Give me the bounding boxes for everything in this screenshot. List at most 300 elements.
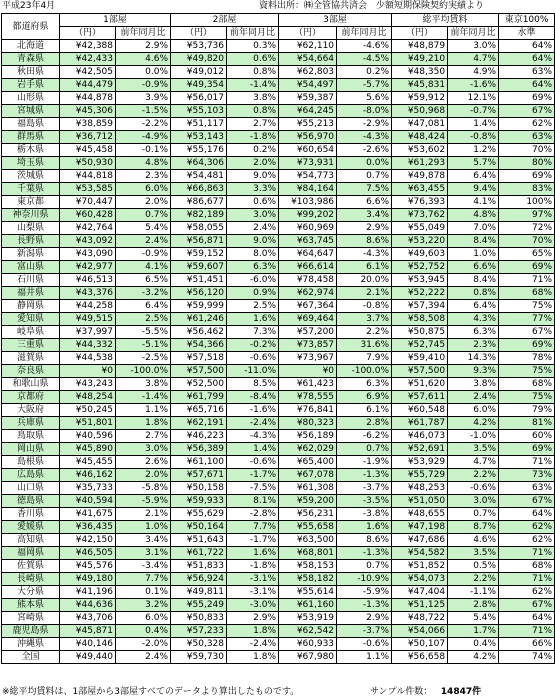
value-cell: ¥48,350 — [392, 66, 448, 79]
value-cell: 68% — [499, 287, 555, 300]
value-cell: 0.0% — [337, 157, 392, 170]
value-cell: -1.3% — [337, 469, 392, 482]
value-cell: ¥51,117 — [171, 118, 227, 131]
value-cell: ¥52,500 — [171, 378, 227, 391]
value-cell: 74% — [499, 651, 555, 664]
table-row — [2, 469, 555, 482]
prefecture-cell: 佐賀県 — [2, 560, 60, 573]
value-cell: 73% — [499, 469, 555, 482]
national-row — [2, 651, 555, 664]
value-cell: 2.7% — [116, 430, 171, 443]
value-cell: ¥53,143 — [171, 131, 227, 144]
value-cell: 0.7% — [337, 560, 392, 573]
value-cell: ¥78,458 — [279, 274, 337, 287]
value-cell: 3.5% — [448, 547, 499, 560]
footnote: ※総平均賃料は、1部屋から3部屋すべてのデータより算出したものです。 — [2, 687, 300, 697]
value-cell: 4.1% — [448, 196, 499, 209]
value-cell: -3.1% — [227, 573, 279, 586]
value-cell: ¥42,433 — [60, 53, 116, 66]
value-cell: ¥66,863 — [171, 183, 227, 196]
value-cell: ¥53,736 — [171, 40, 227, 53]
value-cell: ¥54,366 — [171, 339, 227, 352]
prefecture-cell: 鹿児島県 — [2, 625, 60, 638]
header-row-groups — [2, 14, 555, 27]
value-cell: ¥49,515 — [60, 313, 116, 326]
value-cell: 6.6% — [337, 196, 392, 209]
value-cell: ¥46,073 — [392, 430, 448, 443]
table-row — [2, 482, 555, 495]
value-cell: ¥52,752 — [392, 261, 448, 274]
value-cell: ¥56,120 — [171, 287, 227, 300]
value-cell: ¥44,878 — [60, 92, 116, 105]
value-cell: -3.0% — [227, 599, 279, 612]
table-row — [2, 40, 555, 53]
value-cell: ¥42,977 — [60, 261, 116, 274]
prefecture-cell: 愛媛県 — [2, 521, 60, 534]
value-cell: -5.1% — [116, 339, 171, 352]
value-cell: ¥73,762 — [392, 209, 448, 222]
value-cell: ¥59,200 — [279, 495, 337, 508]
value-cell: 7.7% — [227, 521, 279, 534]
value-cell: 3.0% — [227, 209, 279, 222]
value-cell: ¥55,103 — [171, 105, 227, 118]
prefecture-cell: 山形県 — [2, 92, 60, 105]
value-cell: 8.7% — [448, 521, 499, 534]
prefecture-cell: 千葉県 — [2, 183, 60, 196]
value-cell: 63% — [499, 66, 555, 79]
value-cell: -2.4% — [227, 638, 279, 651]
prefecture-cell: 愛知県 — [2, 313, 60, 326]
value-cell: 63% — [499, 131, 555, 144]
value-cell: 9.0% — [227, 170, 279, 183]
value-cell: -3.7% — [337, 482, 392, 495]
value-cell: ¥60,969 — [279, 222, 337, 235]
value-cell: ¥53,919 — [279, 612, 337, 625]
value-cell: ¥45,458 — [60, 144, 116, 157]
value-cell: ¥48,879 — [392, 40, 448, 53]
value-cell: ¥58,508 — [392, 313, 448, 326]
value-cell: ¥56,462 — [171, 326, 227, 339]
value-cell: -0.9% — [116, 79, 171, 92]
value-cell: 71% — [499, 274, 555, 287]
value-cell: ¥42,764 — [60, 222, 116, 235]
value-cell: 75% — [499, 300, 555, 313]
table-row — [2, 131, 555, 144]
table-row — [2, 534, 555, 547]
value-cell: ¥38,859 — [60, 118, 116, 131]
data-source: 資料出所：㈱全管協共済会 少額短期保険契約実績より — [259, 1, 485, 11]
value-cell: 0.7% — [337, 443, 392, 456]
value-cell: 1.8% — [116, 417, 171, 430]
value-cell: 72% — [499, 222, 555, 235]
prefecture-cell: 和歌山県 — [2, 378, 60, 391]
value-cell: -1.0% — [448, 430, 499, 443]
value-cell: 64% — [499, 79, 555, 92]
value-cell: ¥67,078 — [279, 469, 337, 482]
value-cell: ¥45,306 — [60, 105, 116, 118]
value-cell: ¥56,924 — [171, 573, 227, 586]
value-cell: ¥64,245 — [279, 105, 337, 118]
value-cell: 79% — [499, 404, 555, 417]
value-cell: ¥42,388 — [60, 40, 116, 53]
value-cell: 68% — [499, 378, 555, 391]
value-cell: -5.9% — [116, 495, 171, 508]
value-cell: 2.4% — [116, 651, 171, 664]
value-cell: ¥54,073 — [392, 573, 448, 586]
value-cell: ¥51,852 — [392, 560, 448, 573]
value-cell: 2.8% — [337, 417, 392, 430]
value-cell: 7.9% — [337, 352, 392, 365]
value-cell: ¥49,012 — [171, 66, 227, 79]
value-cell: -8.4% — [227, 391, 279, 404]
value-cell: 7.0% — [448, 222, 499, 235]
value-cell: ¥73,857 — [279, 339, 337, 352]
prefecture-cell: 徳島県 — [2, 495, 60, 508]
value-cell: ¥67,364 — [279, 300, 337, 313]
value-cell: -1.4% — [227, 79, 279, 92]
value-cell: 0.8% — [448, 287, 499, 300]
value-cell: ¥42,150 — [60, 534, 116, 547]
table-row — [2, 66, 555, 79]
value-cell: ¥55,658 — [279, 521, 337, 534]
table-row — [2, 573, 555, 586]
value-cell: ¥62,974 — [279, 287, 337, 300]
value-cell: ¥45,831 — [392, 79, 448, 92]
value-cell: 69% — [499, 443, 555, 456]
value-cell: ¥80,323 — [279, 417, 337, 430]
value-cell: 0.7% — [337, 170, 392, 183]
value-cell: -4.9% — [116, 131, 171, 144]
value-cell: 69% — [499, 92, 555, 105]
value-cell: ¥73,967 — [279, 352, 337, 365]
value-cell: ¥57,671 — [171, 469, 227, 482]
value-cell: ¥60,933 — [279, 638, 337, 651]
value-cell: 62% — [499, 118, 555, 131]
value-cell: 64% — [499, 40, 555, 53]
value-cell: 2.9% — [227, 612, 279, 625]
value-cell: ¥52,691 — [392, 443, 448, 456]
value-cell: 0.8% — [227, 66, 279, 79]
value-cell: ¥62,542 — [279, 625, 337, 638]
value-cell: -1.8% — [227, 560, 279, 573]
table-row — [2, 53, 555, 66]
table-row — [2, 170, 555, 183]
value-cell: ¥60,548 — [392, 404, 448, 417]
value-cell: ¥54,481 — [171, 170, 227, 183]
value-cell: 1.6% — [227, 313, 279, 326]
value-cell: ¥59,387 — [279, 92, 337, 105]
value-cell: ¥66,614 — [279, 261, 337, 274]
value-cell: 64% — [499, 508, 555, 521]
value-cell: 2.0% — [116, 196, 171, 209]
value-cell: 1.8% — [227, 651, 279, 664]
value-cell: ¥54,773 — [279, 170, 337, 183]
value-cell: 2.3% — [116, 170, 171, 183]
value-cell: ¥51,643 — [171, 534, 227, 547]
table-row — [2, 222, 555, 235]
value-cell: -3.7% — [337, 625, 392, 638]
value-cell: -0.6% — [227, 352, 279, 365]
value-cell: 71% — [499, 625, 555, 638]
value-cell: 2.3% — [448, 339, 499, 352]
value-cell: ¥56,231 — [279, 508, 337, 521]
value-cell: -4.3% — [337, 131, 392, 144]
table-row — [2, 79, 555, 92]
value-cell: -1.1% — [448, 586, 499, 599]
value-cell: 70% — [499, 144, 555, 157]
value-cell: 5.4% — [116, 222, 171, 235]
value-cell: 0.8% — [227, 105, 279, 118]
value-cell: 64% — [499, 612, 555, 625]
table-row — [2, 599, 555, 612]
value-cell: ¥53,220 — [392, 235, 448, 248]
value-cell: ¥59,410 — [392, 352, 448, 365]
table-row — [2, 235, 555, 248]
value-cell: 8.0% — [227, 248, 279, 261]
value-cell: 77% — [499, 313, 555, 326]
value-cell: ¥48,424 — [392, 131, 448, 144]
value-cell: ¥49,210 — [392, 53, 448, 66]
value-cell: ¥61,722 — [171, 547, 227, 560]
value-cell: 0.7% — [448, 508, 499, 521]
value-cell: 8.4% — [448, 235, 499, 248]
value-cell: 2.1% — [116, 508, 171, 521]
value-cell: 69% — [499, 170, 555, 183]
prefecture-cell: 岡山県 — [2, 443, 60, 456]
prefecture-cell: 全国 — [2, 651, 60, 664]
value-cell: 6.1% — [337, 404, 392, 417]
value-cell: 2.0% — [227, 157, 279, 170]
col-tokyo: 東京100% — [499, 14, 555, 27]
table-row — [2, 547, 555, 560]
value-cell: 6.9% — [337, 391, 392, 404]
value-cell: ¥56,189 — [279, 430, 337, 443]
prefecture-cell: 神奈川県 — [2, 209, 60, 222]
value-cell: 0.7% — [116, 209, 171, 222]
prefecture-cell: 滋賀県 — [2, 352, 60, 365]
value-cell: 1.2% — [448, 144, 499, 157]
value-cell: ¥41,196 — [60, 586, 116, 599]
value-cell: 6.0% — [116, 612, 171, 625]
value-cell: 3.0% — [116, 443, 171, 456]
col-average: 総平均賃料 — [392, 14, 499, 27]
value-cell: ¥86,677 — [171, 196, 227, 209]
value-cell: 2.5% — [116, 313, 171, 326]
value-cell: 3.4% — [337, 209, 392, 222]
value-cell: 67% — [499, 599, 555, 612]
value-cell: 62% — [499, 534, 555, 547]
value-cell: 0.5% — [448, 560, 499, 573]
value-cell: -3.8% — [337, 508, 392, 521]
value-cell: ¥55,176 — [171, 144, 227, 157]
value-cell: ¥49,180 — [60, 573, 116, 586]
value-cell: -2.8% — [227, 508, 279, 521]
value-cell: ¥59,607 — [171, 261, 227, 274]
table-row — [2, 209, 555, 222]
value-cell: 78% — [499, 352, 555, 365]
value-cell: ¥53,602 — [392, 144, 448, 157]
value-cell: ¥61,799 — [171, 391, 227, 404]
value-cell: 6.3% — [448, 326, 499, 339]
value-cell: ¥60,654 — [279, 144, 337, 157]
value-cell: 2.0% — [116, 469, 171, 482]
value-cell: 9.4% — [448, 183, 499, 196]
value-cell: 0.3% — [227, 40, 279, 53]
table-row — [2, 495, 555, 508]
value-cell: 4.1% — [116, 261, 171, 274]
value-cell: ¥56,389 — [171, 443, 227, 456]
value-cell: -6.2% — [337, 430, 392, 443]
value-cell: 7.3% — [227, 326, 279, 339]
value-cell: ¥61,293 — [392, 157, 448, 170]
table-row — [2, 300, 555, 313]
table-row — [2, 196, 555, 209]
value-cell: 4.7% — [448, 456, 499, 469]
value-cell: 3.2% — [116, 599, 171, 612]
value-cell: -0.6% — [448, 482, 499, 495]
value-cell: 6.0% — [448, 404, 499, 417]
value-cell: -0.2% — [227, 339, 279, 352]
value-cell: 2.8% — [448, 599, 499, 612]
value-cell: 0.2% — [337, 66, 392, 79]
value-cell: ¥36,435 — [60, 521, 116, 534]
value-cell: 2.4% — [116, 235, 171, 248]
value-cell: 2.4% — [227, 222, 279, 235]
table-row — [2, 326, 555, 339]
value-cell: ¥50,968 — [392, 105, 448, 118]
value-cell: ¥62,110 — [279, 40, 337, 53]
table-row — [2, 443, 555, 456]
value-cell: ¥57,611 — [392, 391, 448, 404]
value-cell: ¥44,636 — [60, 599, 116, 612]
value-cell: -100.0% — [116, 365, 171, 378]
value-cell: 2.9% — [337, 612, 392, 625]
value-cell: 3.8% — [227, 92, 279, 105]
value-cell: 9.3% — [448, 365, 499, 378]
value-cell: 69% — [499, 261, 555, 274]
table-row — [2, 430, 555, 443]
prefecture-cell: 島根県 — [2, 456, 60, 469]
value-cell: 6.6% — [448, 261, 499, 274]
value-cell: 70% — [499, 235, 555, 248]
prefecture-cell: 石川県 — [2, 274, 60, 287]
value-cell: ¥48,253 — [392, 482, 448, 495]
value-cell: 81% — [499, 417, 555, 430]
value-cell: ¥56,658 — [392, 651, 448, 664]
value-cell: 0.6% — [227, 53, 279, 66]
value-cell: ¥47,404 — [392, 586, 448, 599]
value-cell: 3.7% — [337, 313, 392, 326]
value-cell: 1.1% — [337, 651, 392, 664]
table-row — [2, 92, 555, 105]
table-row — [2, 105, 555, 118]
value-cell: 6.5% — [116, 274, 171, 287]
value-cell: 1.0% — [116, 521, 171, 534]
value-cell: -1.6% — [227, 404, 279, 417]
prefecture-cell: 栃木県 — [2, 144, 60, 157]
value-cell: ¥42,505 — [60, 66, 116, 79]
value-cell: ¥65,716 — [171, 404, 227, 417]
table-row — [2, 157, 555, 170]
prefecture-cell: 宮崎県 — [2, 612, 60, 625]
value-cell: 4.8% — [448, 209, 499, 222]
value-cell: 7.5% — [337, 183, 392, 196]
value-cell: 6.4% — [116, 300, 171, 313]
value-cell: 1.0% — [448, 248, 499, 261]
prefecture-cell: 北海道 — [2, 40, 60, 53]
rent-table — [1, 13, 555, 664]
value-cell: ¥48,655 — [392, 508, 448, 521]
col-prefecture: 都道府県 — [2, 14, 60, 40]
value-cell: ¥35,733 — [60, 482, 116, 495]
value-cell: -0.1% — [116, 144, 171, 157]
col-2room: 2部屋 — [171, 14, 279, 27]
sub-yoy: 前年同月比 — [337, 27, 392, 40]
prefecture-cell: 熊本県 — [2, 599, 60, 612]
value-cell: ¥45,890 — [60, 443, 116, 456]
value-cell: ¥52,745 — [392, 339, 448, 352]
value-cell: ¥51,050 — [392, 495, 448, 508]
value-cell: ¥55,213 — [279, 118, 337, 131]
value-cell: -11.0% — [227, 365, 279, 378]
value-cell: ¥61,100 — [171, 456, 227, 469]
value-cell: -5.8% — [116, 482, 171, 495]
value-cell: ¥103,986 — [279, 196, 337, 209]
value-cell: ¥55,249 — [171, 599, 227, 612]
value-cell: ¥62,029 — [279, 443, 337, 456]
col-1room: 1部屋 — [60, 14, 171, 27]
value-cell: ¥51,620 — [392, 378, 448, 391]
value-cell: ¥53,929 — [392, 456, 448, 469]
value-cell: -5.7% — [337, 79, 392, 92]
value-cell: 14.3% — [448, 352, 499, 365]
value-cell: 67% — [499, 495, 555, 508]
value-cell: ¥78,555 — [279, 391, 337, 404]
table-row — [2, 378, 555, 391]
sub-yoy: 前年同月比 — [116, 27, 171, 40]
value-cell: 3.5% — [448, 443, 499, 456]
value-cell: ¥69,464 — [279, 313, 337, 326]
value-cell: 6.4% — [448, 170, 499, 183]
value-cell: ¥37,997 — [60, 326, 116, 339]
prefecture-cell: 京都府 — [2, 391, 60, 404]
value-cell: 3.0% — [448, 495, 499, 508]
value-cell: ¥51,125 — [392, 599, 448, 612]
value-cell: ¥44,258 — [60, 300, 116, 313]
value-cell: 12.1% — [448, 92, 499, 105]
value-cell: ¥45,871 — [60, 625, 116, 638]
value-cell: 0.9% — [227, 287, 279, 300]
value-cell: 4.3% — [448, 313, 499, 326]
table-row — [2, 183, 555, 196]
value-cell: 97% — [499, 209, 555, 222]
value-cell: 62% — [499, 521, 555, 534]
value-cell: ¥49,820 — [171, 53, 227, 66]
value-cell: 2.4% — [448, 391, 499, 404]
prefecture-cell: 高知県 — [2, 534, 60, 547]
value-cell: ¥61,787 — [392, 417, 448, 430]
value-cell: 2.7% — [227, 118, 279, 131]
value-cell: 4.2% — [448, 651, 499, 664]
prefecture-cell: 鳥取県 — [2, 430, 60, 443]
value-cell: 4.6% — [116, 53, 171, 66]
value-cell: ¥53,585 — [60, 183, 116, 196]
value-cell: ¥43,706 — [60, 612, 116, 625]
value-cell: ¥55,614 — [279, 586, 337, 599]
value-cell: 0.0% — [116, 66, 171, 79]
value-cell: ¥61,308 — [279, 482, 337, 495]
value-cell: -1.3% — [337, 599, 392, 612]
